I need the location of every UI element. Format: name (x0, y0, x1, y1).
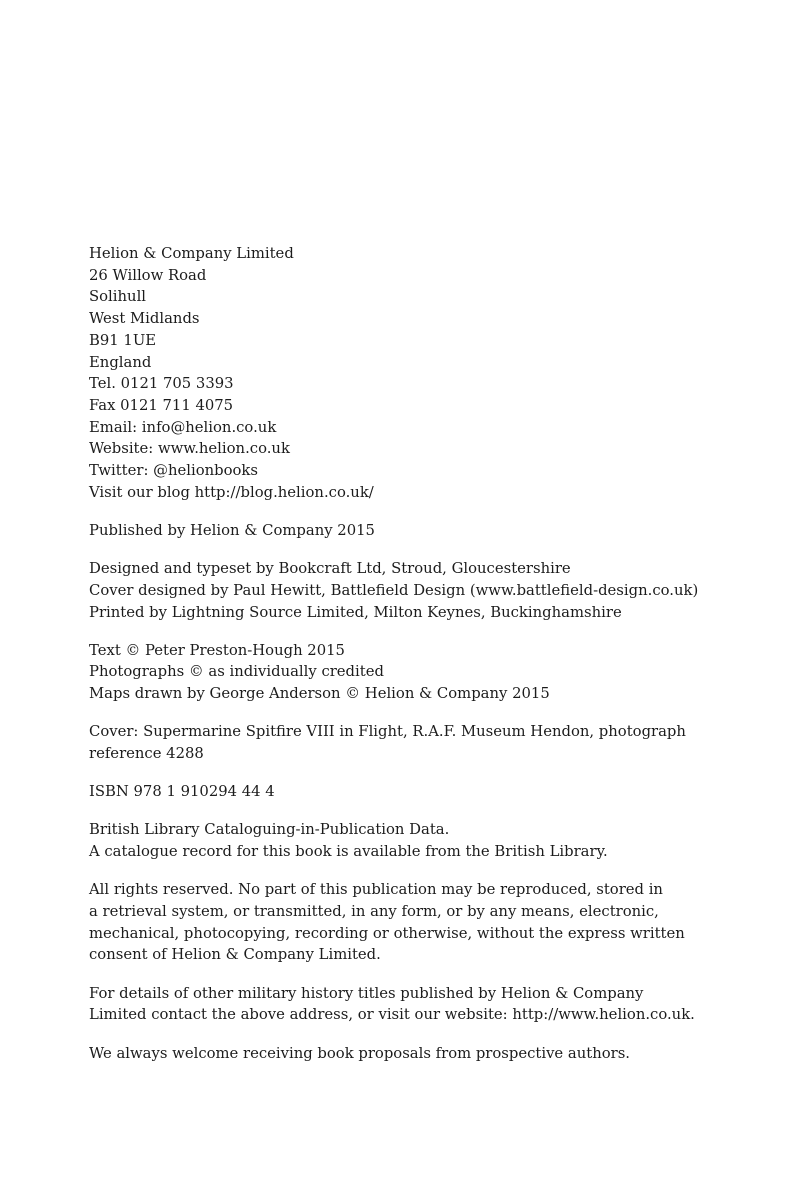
rights-line: a retrieval system, or transmitted, in any form, or by any means, electronic, (89, 903, 659, 921)
address-street: 26 Willow Road (89, 266, 207, 284)
cover-design-line: Cover designed by Paul Hewitt, Battlefield Design (www.battlefield-design.co.uk) (89, 581, 699, 599)
details-block (89, 983, 729, 1026)
details-line: For details of other military history titles published by Helion & Company (89, 984, 644, 1002)
address-country: England (89, 353, 152, 371)
publisher-name: Helion & Company Limited (89, 245, 294, 262)
address-town: Solihull (89, 288, 147, 306)
maps-line: Maps drawn by George Anderson © Helion & Company 2015 (89, 685, 550, 703)
rights-block (89, 879, 729, 966)
published-block (89, 520, 729, 542)
production-block (89, 558, 729, 623)
published-line: Published by Helion & Company 2015 (89, 521, 375, 539)
twitter: Twitter: @helionbooks (89, 462, 258, 480)
telephone: Tel. 0121 705 3393 (89, 375, 234, 393)
proposals-line: We always welcome receiving book proposals from prospective authors. (89, 1044, 631, 1062)
rights-line: mechanical, photocopying, recording or otherwise, without the express written (89, 924, 685, 942)
isbn-line: ISBN 978 1 910294 44 4 (89, 783, 275, 801)
photographs-line: Photographs © as individually credited (89, 663, 384, 681)
rights-line: consent of Helion & Company Limited. (89, 946, 381, 964)
details-line: Limited contact the above address, or visit our website: http://www.helion.co.uk. (89, 1006, 695, 1024)
fax: Fax 0121 711 4075 (89, 396, 234, 414)
website: Website: www.helion.co.uk (89, 440, 290, 458)
isbn-block (89, 781, 729, 803)
cover-reference-line: reference 4288 (89, 745, 204, 763)
address-county: West Midlands (89, 310, 200, 328)
cover-block (89, 721, 729, 764)
printer-line: Printed by Lightning Source Limited, Milton Keynes, Buckinghamshire (89, 603, 622, 621)
copyright-page (89, 243, 729, 1081)
address-postcode: B91 1UE (89, 331, 157, 349)
cip-line: British Library Cataloguing-in-Publication Data. (89, 821, 450, 839)
typeset-line: Designed and typeset by Bookcraft Ltd, Stroud, Gloucestershire (89, 560, 571, 578)
publisher-address-block (89, 243, 729, 503)
cip-block (89, 819, 729, 862)
blog: Visit our blog http://blog.helion.co.uk/ (89, 483, 374, 501)
proposals-block (89, 1043, 729, 1065)
email: Email: info@helion.co.uk (89, 418, 277, 436)
catalogue-record-line: A catalogue record for this book is available from the British Library. (89, 843, 608, 861)
cover-line: Cover: Supermarine Spitfire VIII in Flight, R.A.F. Museum Hendon, photograph (89, 723, 686, 741)
credits-block (89, 640, 729, 705)
rights-line: All rights reserved. No part of this publication may be reproduced, stored in (89, 881, 663, 899)
text-copyright-line: Text © Peter Preston-Hough 2015 (89, 641, 345, 659)
